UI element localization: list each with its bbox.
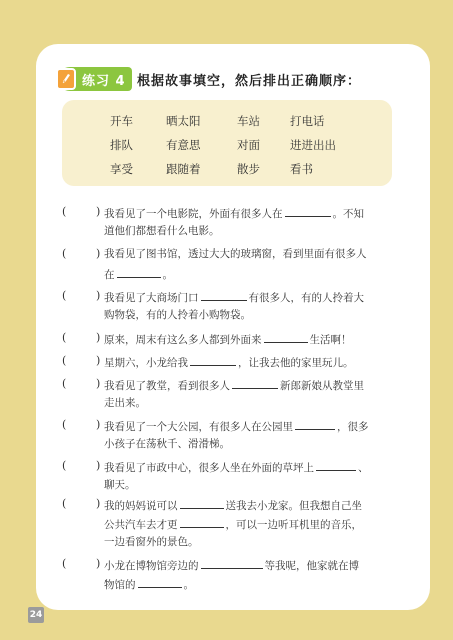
answer-blank[interactable] xyxy=(180,516,224,528)
question-line: 小龙在博物馆旁边的 等我呢，他家就在博 xyxy=(104,557,359,573)
answer-blank[interactable] xyxy=(264,331,308,343)
question-line: 我看见了大商场门口 有很多人，有的人拎着大 xyxy=(104,289,364,305)
exercise-label: 练习 4 xyxy=(82,73,126,89)
word-bank-item: 对面 xyxy=(237,138,260,152)
order-blank[interactable]: ( ) xyxy=(62,331,101,344)
question-line: 我看见了市政中心，很多人坐在外面的草坪上 、 xyxy=(104,459,369,475)
answer-blank[interactable] xyxy=(190,354,236,366)
order-blank[interactable]: ( ) xyxy=(62,418,101,431)
question-line: 我的妈妈说可以 送我去小龙家。但我想自己坐 xyxy=(104,497,362,513)
answer-blank[interactable] xyxy=(232,377,278,389)
word-bank-item: 开车 xyxy=(110,114,133,128)
question-line: 小孩子在荡秋千、滑滑梯。 xyxy=(104,438,230,450)
order-blank[interactable]: ( ) xyxy=(62,497,101,510)
question-line: 物馆的 。 xyxy=(104,576,194,592)
word-bank xyxy=(62,100,392,186)
order-blank[interactable]: ( ) xyxy=(62,205,101,218)
order-blank[interactable]: ( ) xyxy=(62,377,101,390)
word-bank-item: 跟随着 xyxy=(166,162,201,176)
question-line: 原来，周末有这么多人都到外面来 生活啊！ xyxy=(104,331,352,347)
question-line: 走出来。 xyxy=(104,397,146,409)
answer-blank[interactable] xyxy=(285,205,331,217)
answer-blank[interactable] xyxy=(316,459,356,471)
exercise-badge xyxy=(58,67,132,91)
order-blank[interactable]: ( ) xyxy=(62,557,101,570)
word-bank-item: 车站 xyxy=(237,114,260,128)
question-line: 我看见了图书馆，透过大大的玻璃窗，看到里面有很多人 xyxy=(104,248,367,260)
question-line: 我看见了教堂，看到很多人 新郎新娘从教堂里 xyxy=(104,377,364,393)
answer-blank[interactable] xyxy=(295,418,335,430)
word-bank-item: 进进出出 xyxy=(290,138,336,152)
question-line: 我看见了一个大公园，有很多人在公园里 ，很多 xyxy=(104,418,369,434)
answer-blank[interactable] xyxy=(117,266,161,278)
word-bank-item: 有意思 xyxy=(166,138,201,152)
word-bank-item: 打电话 xyxy=(290,114,325,128)
order-blank[interactable]: ( ) xyxy=(62,354,101,367)
question-line: 一边看窗外的景色。 xyxy=(104,536,199,548)
answer-blank[interactable] xyxy=(201,289,247,301)
word-bank-item: 享受 xyxy=(110,162,133,176)
question-line: 星期六，小龙给我 ，让我去他的家里玩儿。 xyxy=(104,354,354,370)
answer-blank[interactable] xyxy=(138,576,182,588)
word-bank-item: 看书 xyxy=(290,162,313,176)
word-bank-item: 散步 xyxy=(237,162,260,176)
word-bank-item: 晒太阳 xyxy=(166,114,201,128)
question-line: 购物袋，有的人拎着小购物袋。 xyxy=(104,309,251,321)
question-line: 在 。 xyxy=(104,266,173,282)
answer-blank[interactable] xyxy=(180,497,224,509)
answer-blank[interactable] xyxy=(201,557,263,569)
order-blank[interactable]: ( ) xyxy=(62,459,101,472)
pencil-icon xyxy=(56,68,76,90)
question-line: 公共汽车去才更 ，可以一边听耳机里的音乐， xyxy=(104,516,362,532)
order-blank[interactable]: ( ) xyxy=(62,247,101,260)
question-line: 我看见了一个电影院，外面有很多人在 。不知 xyxy=(104,205,364,221)
order-blank[interactable]: ( ) xyxy=(62,289,101,302)
question-line: 道他们都想看什么电影。 xyxy=(104,225,220,237)
exercise-instruction: 根据故事填空，然后排出正确顺序： xyxy=(137,74,362,89)
question-line: 聊天。 xyxy=(104,479,136,491)
page-number: 24 xyxy=(28,607,44,623)
word-bank-item: 排队 xyxy=(110,138,133,152)
